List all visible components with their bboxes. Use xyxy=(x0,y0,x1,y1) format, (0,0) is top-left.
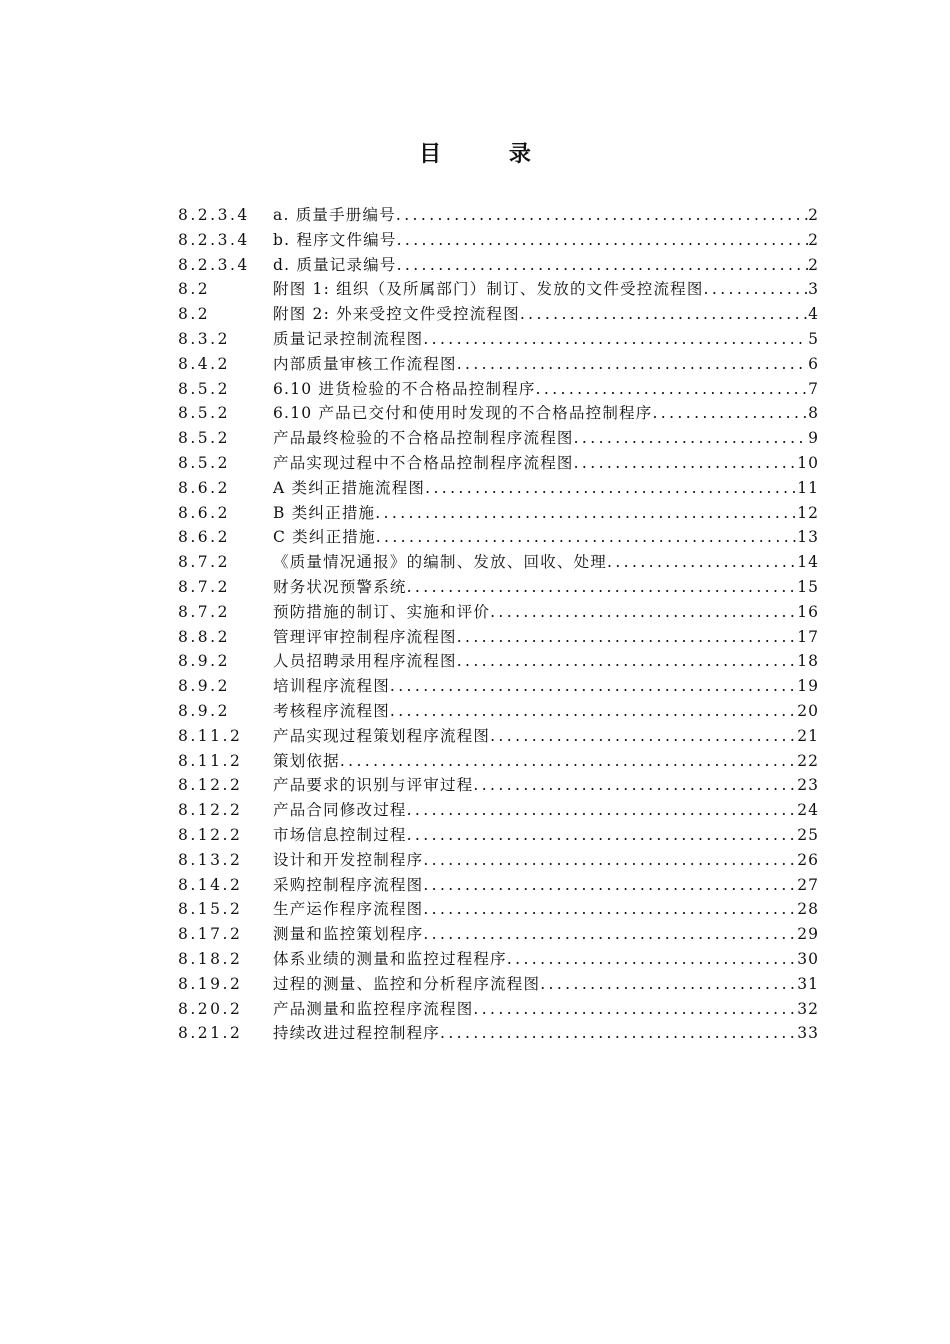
toc-dot-leader xyxy=(536,380,809,398)
toc-dot-leader xyxy=(607,553,797,571)
toc-dot-leader xyxy=(520,305,808,323)
toc-entry-section-number: 8.8.2 xyxy=(178,627,230,646)
toc-dot-leader xyxy=(704,280,809,298)
toc-entry-title: 预防措施的制订、实施和评价 xyxy=(273,602,491,621)
toc-dot-leader xyxy=(574,429,809,447)
toc-entry-title: 内部质量审核工作流程图 xyxy=(273,354,457,373)
toc-entry-page-number: 30 xyxy=(797,949,819,968)
toc-entry-title: 产品要求的识别与评审过程 xyxy=(273,776,474,795)
toc-dot-leader xyxy=(390,677,797,695)
toc-dot-leader xyxy=(390,702,797,720)
toc-entry[interactable] xyxy=(178,352,819,377)
toc-entry-title: a. 质量手册编号 xyxy=(273,206,396,224)
toc-dot-leader xyxy=(507,950,797,968)
toc-entry[interactable] xyxy=(178,550,819,575)
toc-entry-section-number: 8.9.2 xyxy=(178,677,230,696)
toc-entry-title: C 类纠正措施 xyxy=(273,528,376,547)
toc-entry[interactable] xyxy=(178,401,819,426)
toc-entry-section-number: 8.19.2 xyxy=(178,974,243,993)
toc-entry-page-number: 31 xyxy=(797,974,819,993)
toc-entry[interactable] xyxy=(178,451,819,476)
toc-entry-section-number: 8.2.3.4 xyxy=(178,255,250,274)
toc-entry-section-number: 8.5.2 xyxy=(178,404,230,423)
toc-dot-leader xyxy=(407,578,798,596)
toc-entry-title: 管理评审控制程序流程图 xyxy=(273,627,457,646)
toc-entry[interactable] xyxy=(178,897,819,922)
toc-entry-section-number: 8.3.2 xyxy=(178,329,230,348)
toc-entry-title: 《质量情况通报》的编制、发放、回收、处理 xyxy=(273,553,608,572)
toc-dot-leader xyxy=(440,1024,797,1042)
toc-entry[interactable] xyxy=(178,203,819,228)
toc-entry[interactable] xyxy=(178,724,819,749)
toc-entry-title: 产品合同修改过程 xyxy=(273,801,407,820)
toc-entry[interactable] xyxy=(178,848,819,873)
toc-dot-leader xyxy=(397,231,809,249)
toc-entry-page-number: 25 xyxy=(797,825,819,844)
toc-entry-page-number: 26 xyxy=(797,850,819,869)
toc-entry-page-number: 29 xyxy=(797,925,819,944)
toc-entry-title: A 类纠正措施流程图 xyxy=(273,478,426,497)
toc-entry-title: 产品测量和监控程序流程图 xyxy=(273,999,474,1018)
toc-dot-leader xyxy=(340,752,797,770)
toc-entry-title: 市场信息控制过程 xyxy=(273,825,407,844)
toc-entry-section-number: 8.15.2 xyxy=(178,900,243,919)
toc-entry-section-number: 8.5.2 xyxy=(178,453,230,472)
toc-entry-section-number: 8.9.2 xyxy=(178,701,230,720)
toc-entry-title: 培训程序流程图 xyxy=(273,677,390,696)
toc-entry-page-number: 15 xyxy=(797,577,819,596)
toc-entry-page-number: 16 xyxy=(797,602,819,621)
toc-entry-page-number: 12 xyxy=(797,503,819,522)
toc-entry-title: d. 质量记录编号 xyxy=(273,255,397,274)
toc-dot-leader xyxy=(423,851,797,869)
toc-entry-section-number: 8.7.2 xyxy=(178,602,230,621)
toc-entry-title: 人员招聘录用程序流程图 xyxy=(273,652,457,671)
toc-entry[interactable] xyxy=(178,749,819,774)
toc-dot-leader xyxy=(574,454,798,472)
toc-entry-section-number: 8.5.2 xyxy=(178,429,230,448)
toc-entry-title: 策划依据 xyxy=(273,751,340,770)
toc-dot-leader xyxy=(490,603,797,621)
toc-entry-page-number: 5 xyxy=(808,329,819,348)
toc-entry-page-number: 28 xyxy=(797,900,819,919)
toc-entry-section-number: 8.9.2 xyxy=(178,652,230,671)
toc-entry-page-number: 17 xyxy=(797,627,819,646)
toc-entry-title: 持续改进过程控制程序 xyxy=(273,1024,441,1043)
toc-entry[interactable] xyxy=(178,253,819,278)
toc-entry-section-number: 8.17.2 xyxy=(178,925,243,944)
toc-dot-leader xyxy=(490,727,797,745)
toc-entry-section-number: 8.2 xyxy=(178,305,211,324)
toc-entry-page-number: 20 xyxy=(797,701,819,720)
toc-entry-title: 体系业绩的测量和监控过程程序 xyxy=(273,949,507,968)
toc-entry-page-number: 27 xyxy=(797,875,819,894)
toc-entry-title: 产品实现过程中不合格品控制程序流程图 xyxy=(273,453,574,472)
toc-entry-section-number: 8.12.2 xyxy=(178,825,243,844)
toc-entry-page-number: 2 xyxy=(808,230,819,249)
toc-entry-title: 附图 2: 外来受控文件受控流程图 xyxy=(273,305,520,324)
toc-entry[interactable] xyxy=(178,377,819,402)
toc-entry-section-number: 8.14.2 xyxy=(178,875,243,894)
toc-dot-leader xyxy=(397,256,809,274)
page-title: 目 录 xyxy=(419,142,561,167)
toc-entry-section-number: 8.6.2 xyxy=(178,478,230,497)
toc-entry-title: 生产运作程序流程图 xyxy=(273,900,424,919)
toc-entry-section-number: 8.2.3.4 xyxy=(178,230,250,249)
toc-entry[interactable] xyxy=(178,798,819,823)
toc-dot-leader xyxy=(425,479,797,497)
toc-entry[interactable] xyxy=(178,997,819,1022)
toc-entry-page-number: 24 xyxy=(797,801,819,820)
toc-entry-section-number: 8.21.2 xyxy=(178,1024,243,1043)
toc-dot-leader xyxy=(375,504,797,522)
toc-entry-section-number: 8.18.2 xyxy=(178,949,243,968)
toc-dot-leader xyxy=(423,330,808,348)
toc-entry-section-number: 8.2.3.4 xyxy=(178,206,250,224)
toc-entry[interactable] xyxy=(178,823,819,848)
toc-entry-section-number: 8.13.2 xyxy=(178,850,243,869)
toc-entry-title: 过程的测量、监控和分析程序流程图 xyxy=(273,974,541,993)
toc-dot-leader xyxy=(457,355,808,373)
toc-entry-page-number: 18 xyxy=(797,652,819,671)
toc-entry-page-number: 13 xyxy=(797,528,819,547)
toc-entry-title: 产品实现过程策划程序流程图 xyxy=(273,726,491,745)
toc-entry-page-number: 4 xyxy=(808,305,819,324)
toc-entry-page-number: 7 xyxy=(808,379,819,398)
toc-entry-section-number: 8.4.2 xyxy=(178,354,230,373)
toc-entry[interactable] xyxy=(178,302,819,327)
toc-entry-title: 6.10 进货检验的不合格品控制程序 xyxy=(273,379,536,398)
toc-entry-page-number: 33 xyxy=(797,1024,819,1043)
toc-entry-section-number: 8.2 xyxy=(178,280,211,299)
toc-entry[interactable] xyxy=(178,501,819,526)
toc-entry-page-number: 3 xyxy=(808,280,819,299)
toc-entry[interactable] xyxy=(178,575,819,600)
toc-entry-page-number: 21 xyxy=(797,726,819,745)
toc-entry-title: 采购控制程序流程图 xyxy=(273,875,424,894)
toc-entry[interactable] xyxy=(178,947,819,972)
toc-dot-leader xyxy=(473,1000,797,1018)
toc-entry-title: 附图 1: 组织（及所属部门）制订、发放的文件受控流程图 xyxy=(273,280,704,299)
toc-entry-section-number: 8.12.2 xyxy=(178,801,243,820)
toc-entry[interactable] xyxy=(178,600,819,625)
toc-entry-page-number: 23 xyxy=(797,776,819,795)
toc-dot-leader xyxy=(457,652,798,670)
toc-dot-leader xyxy=(407,801,798,819)
toc-dot-leader xyxy=(473,776,797,794)
toc-entry[interactable] xyxy=(178,277,819,302)
toc-entry-section-number: 8.7.2 xyxy=(178,553,230,572)
toc-dot-leader xyxy=(376,528,798,546)
toc-entry-page-number: 11 xyxy=(797,478,819,497)
toc-dot-leader xyxy=(652,404,808,422)
toc-entry[interactable] xyxy=(178,773,819,798)
toc-entry-section-number: 8.5.2 xyxy=(178,379,230,398)
toc-entry[interactable] xyxy=(178,922,819,947)
toc-entry-title: 财务状况预警系统 xyxy=(273,577,407,596)
toc-entry-page-number: 2 xyxy=(808,206,819,224)
toc-entry-page-number: 10 xyxy=(797,453,819,472)
toc-entry-page-number: 2 xyxy=(808,255,819,274)
toc-entry-section-number: 8.11.2 xyxy=(178,726,243,745)
toc-entry-section-number: 8.6.2 xyxy=(178,503,230,522)
toc-dot-leader xyxy=(457,628,798,646)
toc-entry[interactable] xyxy=(178,525,819,550)
toc-entry-section-number: 8.7.2 xyxy=(178,577,230,596)
toc-entry[interactable] xyxy=(178,873,819,898)
toc-entry-page-number: 22 xyxy=(797,751,819,770)
toc-entry-title: B 类纠正措施 xyxy=(273,503,376,522)
toc-entry-title: 产品最终检验的不合格品控制程序流程图 xyxy=(273,429,574,448)
toc-entry-title: 6.10 产品已交付和使用时发现的不合格品控制程序 xyxy=(273,404,653,423)
toc-entry-title: b. 程序文件编号 xyxy=(273,230,397,249)
toc-entry-section-number: 8.20.2 xyxy=(178,999,243,1018)
toc-dot-leader xyxy=(407,826,798,844)
toc-entry-page-number: 9 xyxy=(808,429,819,448)
toc-entry[interactable] xyxy=(178,1021,819,1046)
toc-entry-page-number: 19 xyxy=(797,677,819,696)
toc-entry[interactable] xyxy=(178,699,819,724)
toc-entry-page-number: 14 xyxy=(797,553,819,572)
toc-entry-title: 质量记录控制流程图 xyxy=(273,329,424,348)
toc-entry-section-number: 8.12.2 xyxy=(178,776,243,795)
toc-entry-title: 测量和监控策划程序 xyxy=(273,925,424,944)
toc-entry[interactable] xyxy=(178,649,819,674)
toc-entry[interactable] xyxy=(178,625,819,650)
toc-entry[interactable] xyxy=(178,972,819,997)
toc-entry[interactable] xyxy=(178,674,819,699)
toc-entry[interactable] xyxy=(178,426,819,451)
toc-dot-leader xyxy=(423,900,797,918)
toc-entry[interactable] xyxy=(178,476,819,501)
toc-entry-title: 考核程序流程图 xyxy=(273,701,390,720)
toc-dot-leader xyxy=(423,876,797,894)
toc-entry[interactable] xyxy=(178,327,819,352)
toc-entry-page-number: 32 xyxy=(797,999,819,1018)
toc-dot-leader xyxy=(540,975,797,993)
toc-entry[interactable] xyxy=(178,228,819,253)
toc-entry-page-number: 8 xyxy=(808,404,819,423)
toc-entry-section-number: 8.11.2 xyxy=(178,751,243,770)
toc-dot-leader xyxy=(396,206,808,224)
toc-entry-page-number: 6 xyxy=(808,354,819,373)
table-of-contents xyxy=(178,203,819,1046)
toc-entry-title: 设计和开发控制程序 xyxy=(273,850,424,869)
toc-dot-leader xyxy=(423,925,797,943)
toc-entry-section-number: 8.6.2 xyxy=(178,528,230,547)
